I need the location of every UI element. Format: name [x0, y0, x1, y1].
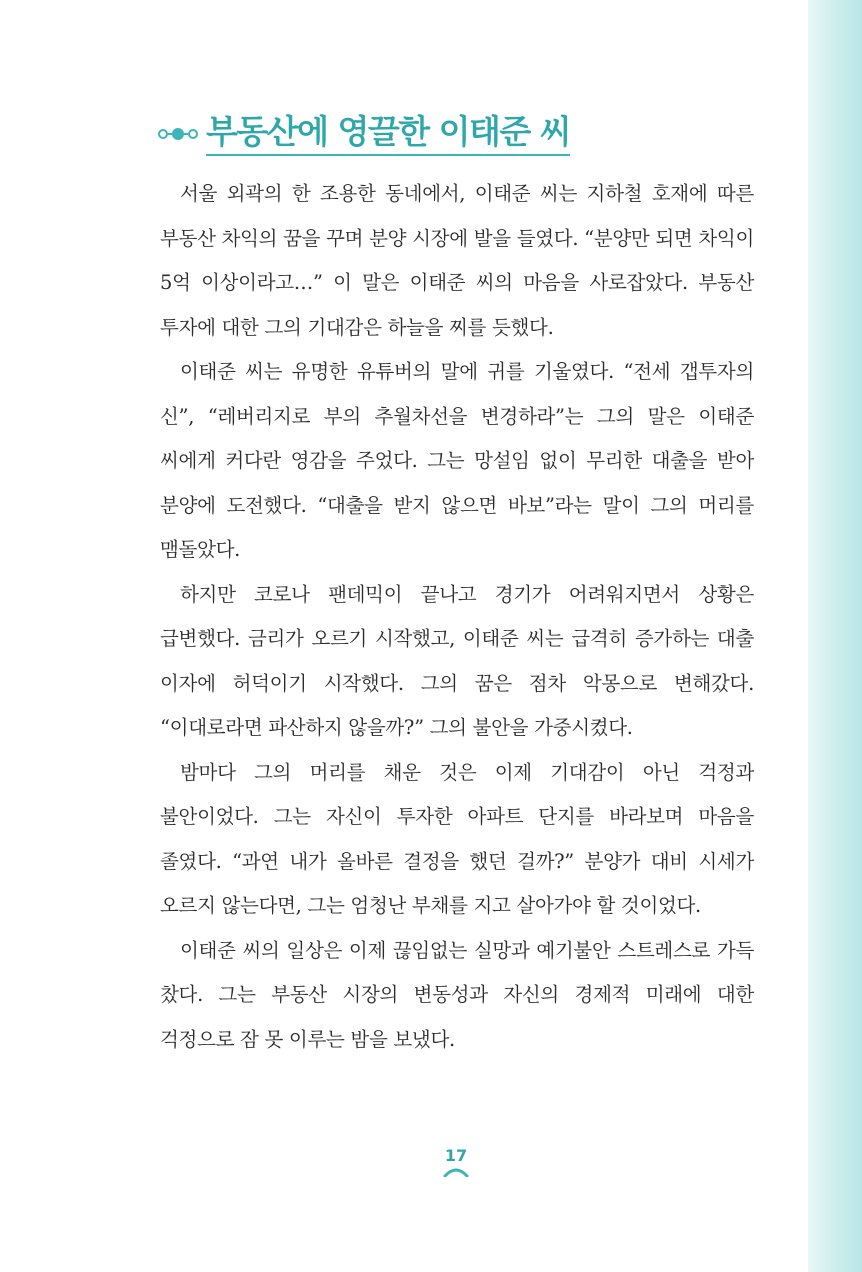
paragraph: 이태준 씨는 유명한 유튜버의 말에 귀를 기울였다. “전세 갭투자의 신”, “레버리지로 부의 추월차선을 변경하라”는 그의 말은 이태준 씨에게 커다란 영감을 주었다. 그는 망설임 없이 무리한 대출을 받아 분양에 도전했다. “대출을 받지 않으면 바보”라는 말이 그의 머리를 맴돌았다. — [160, 360, 754, 561]
title-underline — [206, 112, 570, 156]
three-circles-icon — [158, 128, 198, 140]
side-color-band — [808, 0, 862, 1272]
page-footer — [440, 1146, 472, 1177]
section-heading — [158, 112, 570, 156]
body-text — [160, 172, 754, 1062]
paragraph: 이태준 씨의 일상은 이제 끊임없는 실망과 예기불안 스트레스로 가득 찼다. 그는 부동산 시장의 변동성과 자신의 경제적 미래에 대한 걱정으로 잠 못 이루는 밤을 보냈다. — [160, 938, 754, 1051]
arc-ornament-icon — [443, 1167, 469, 1177]
paragraph: 하지만 코로나 팬데믹이 끝나고 경기가 어려워지면서 상황은 급변했다. 금리가 오르기 시작했고, 이태준 씨는 급격히 증가하는 대출 이자에 허덕이기 시작했다. 그의 꿈은 점차 악몽으로 변해갔다. “이대로라면 파산하지 않을까?” 그의 불안을 가중시켰다. — [160, 582, 754, 739]
page-number: 17 — [444, 1146, 468, 1165]
paragraph: 밤마다 그의 머리를 채운 것은 이제 기대감이 아닌 걱정과 불안이었다. 그는 자신이 투자한 아파트 단지를 바라보며 마음을 졸였다. “과연 내가 올바른 결정을 했던 걸까?” 분양가 대비 시세가 오르지 않는다면, 그는 엄청난 부채를 지고 살아가야 할 것이었다. — [160, 760, 754, 917]
page-title: 부동산에 영끌한 이태준 씨 — [206, 112, 571, 151]
paragraph: 서울 외곽의 한 조용한 동네에서, 이태준 씨는 지하철 호재에 따른 부동산 차익의 꿈을 꾸며 분양 시장에 발을 들였다. “분양만 되면 차익이 5억 이상이라고…” 이 말은 이태준 씨의 마음을 사로잡았다. 부동산 투자에 대한 그의 기대감은 하늘을 찌를 듯했다. — [160, 182, 754, 339]
